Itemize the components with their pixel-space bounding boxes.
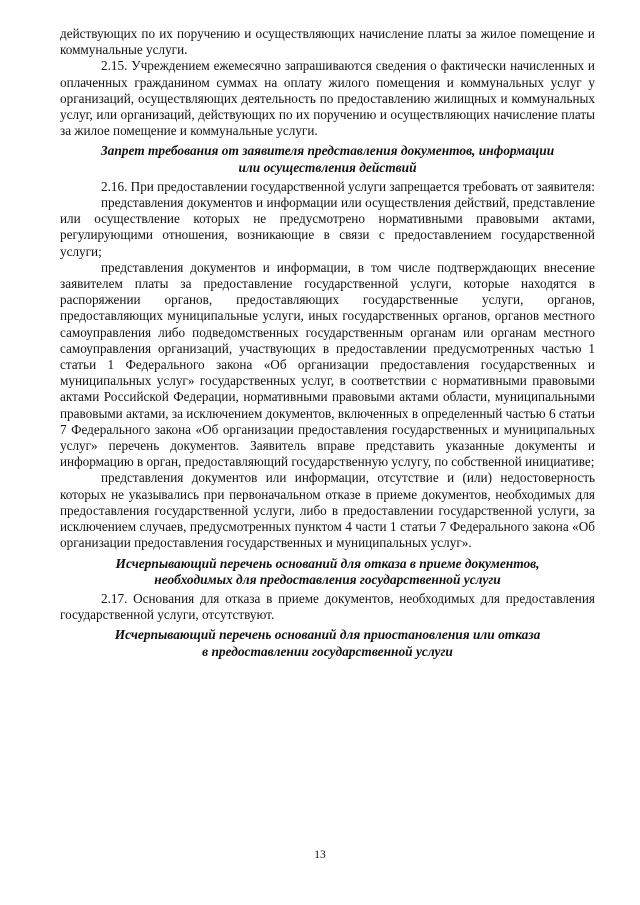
list-item-2-16-2: представления документов и информации, в том числе подтверждающих внесение заявителем платы за предоставление государственной услуги, которые находятся в распоряжении органов, предоставляющих государственные услуги, органов, предоставляющих муниципальные услуги, иных государственных органов, органов местного самоуправления либо подведомственных государственным органам или органам местного самоуправления организаций, участвующих в предоставлении предусмотренных частью 1 статьи 1 Федерального закона «Об организации предоставления государственных и муниципальных услуг» государственных услуг, в соответствии с нормативными правовыми актами Российской Федерации, нормативными правовыми актами области, муниципальными правовыми актами, за исключением документов, включенных в определенный частью 6 статьи 7 Федерального закона «Об организации предоставления государственных и муниципальных услуг» перечень документов. Заявитель вправе представить указанные документы и информацию в орган, предоставляющий государственную услугу, по собственной инициативе; xyxy=(60,259,595,470)
section-heading-prohibition xyxy=(60,143,595,175)
section-heading-refusal-grounds xyxy=(60,556,595,588)
paragraph-continuation: действующих по их поручению и осуществляющих начисление платы за жилое помещение и коммунальные услуги. xyxy=(60,26,595,58)
list-item-2-16-1: представления документов и информации или осуществления действий, представление или осуществление которых не предусмотрено нормативными правовыми актами, регулирующими отношения, возникающие в связи с предоставлением государственной услуги; xyxy=(60,195,595,259)
section-heading-suspension-grounds xyxy=(60,627,595,659)
paragraph-2-15: 2.15. Учреждением ежемесячно запрашиваются сведения о фактически начисленных и оплаченных гражданином суммах на оплату жилого помещения и коммунальных услуг у организаций, осуществляющих деятельность по предоставлению жилищных и коммунальных услуг, или организаций, действующих по их поручению и осуществляющих начисление платы за жилое помещение и коммунальные услуги. xyxy=(60,58,595,139)
heading-line: Исчерпывающий перечень оснований для приостановления или отказа xyxy=(114,627,541,643)
page-number: 13 xyxy=(314,849,326,861)
heading-line: в предоставлении государственной услуги xyxy=(202,643,453,659)
paragraph-2-16-intro: 2.16. При предоставлении государственной услуги запрещается требовать от заявителя: xyxy=(101,178,595,194)
heading-line: Исчерпывающий перечень оснований для отказа в приеме документов, xyxy=(115,555,540,571)
document-page xyxy=(60,26,595,663)
paragraph-2-17: 2.17. Основания для отказа в приеме документов, необходимых для предоставления государственной услуги, отсутствуют. xyxy=(60,590,595,623)
heading-line: Запрет требования от заявителя представления документов, информации xyxy=(100,143,555,159)
list-item-2-16-3: представления документов или информации, отсутствие и (или) недостоверность которых не указывались при первоначальном отказе в приеме документов, необходимых для предоставления государственной услуги, либо в предоставлении государственной услуги, за исключением случаев, предусмотренных пунктом 4 части 1 статьи 7 Федерального закона «Об организации предоставления государственных и муниципальных услуг». xyxy=(60,470,595,551)
heading-line: или осуществления действий xyxy=(238,159,417,175)
heading-line: необходимых для предоставления государственной услуги xyxy=(154,571,501,587)
